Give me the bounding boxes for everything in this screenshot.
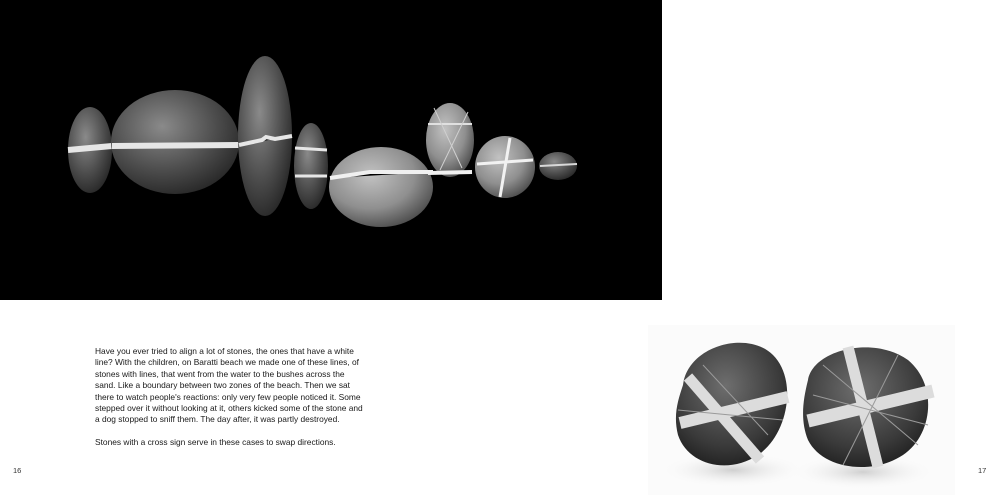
page-number-right: 17 [978, 466, 987, 475]
page-number-left: 16 [13, 466, 22, 475]
paragraph-main: Have you ever tried to align a lot of stones, the ones that have a white line? With the children, on Baratti beach we made one of these lines, of stones with lines, that went from the water to the bushes across the sand. Like a boundary between two zones of the beach. Then we sat there to watch people's reactions: only very few people noticed it. Some stepped over it without looking at it, others kicked some of the stone and a dog stopped to sniff them. The day after, it was partly destroyed. [95, 346, 363, 425]
stones-row-photo [0, 0, 662, 300]
paragraph-cross-sign: Stones with a cross sign serve in these cases to swap directions. [95, 437, 336, 448]
body-text [95, 346, 365, 460]
cross-stones-photo [648, 325, 955, 495]
